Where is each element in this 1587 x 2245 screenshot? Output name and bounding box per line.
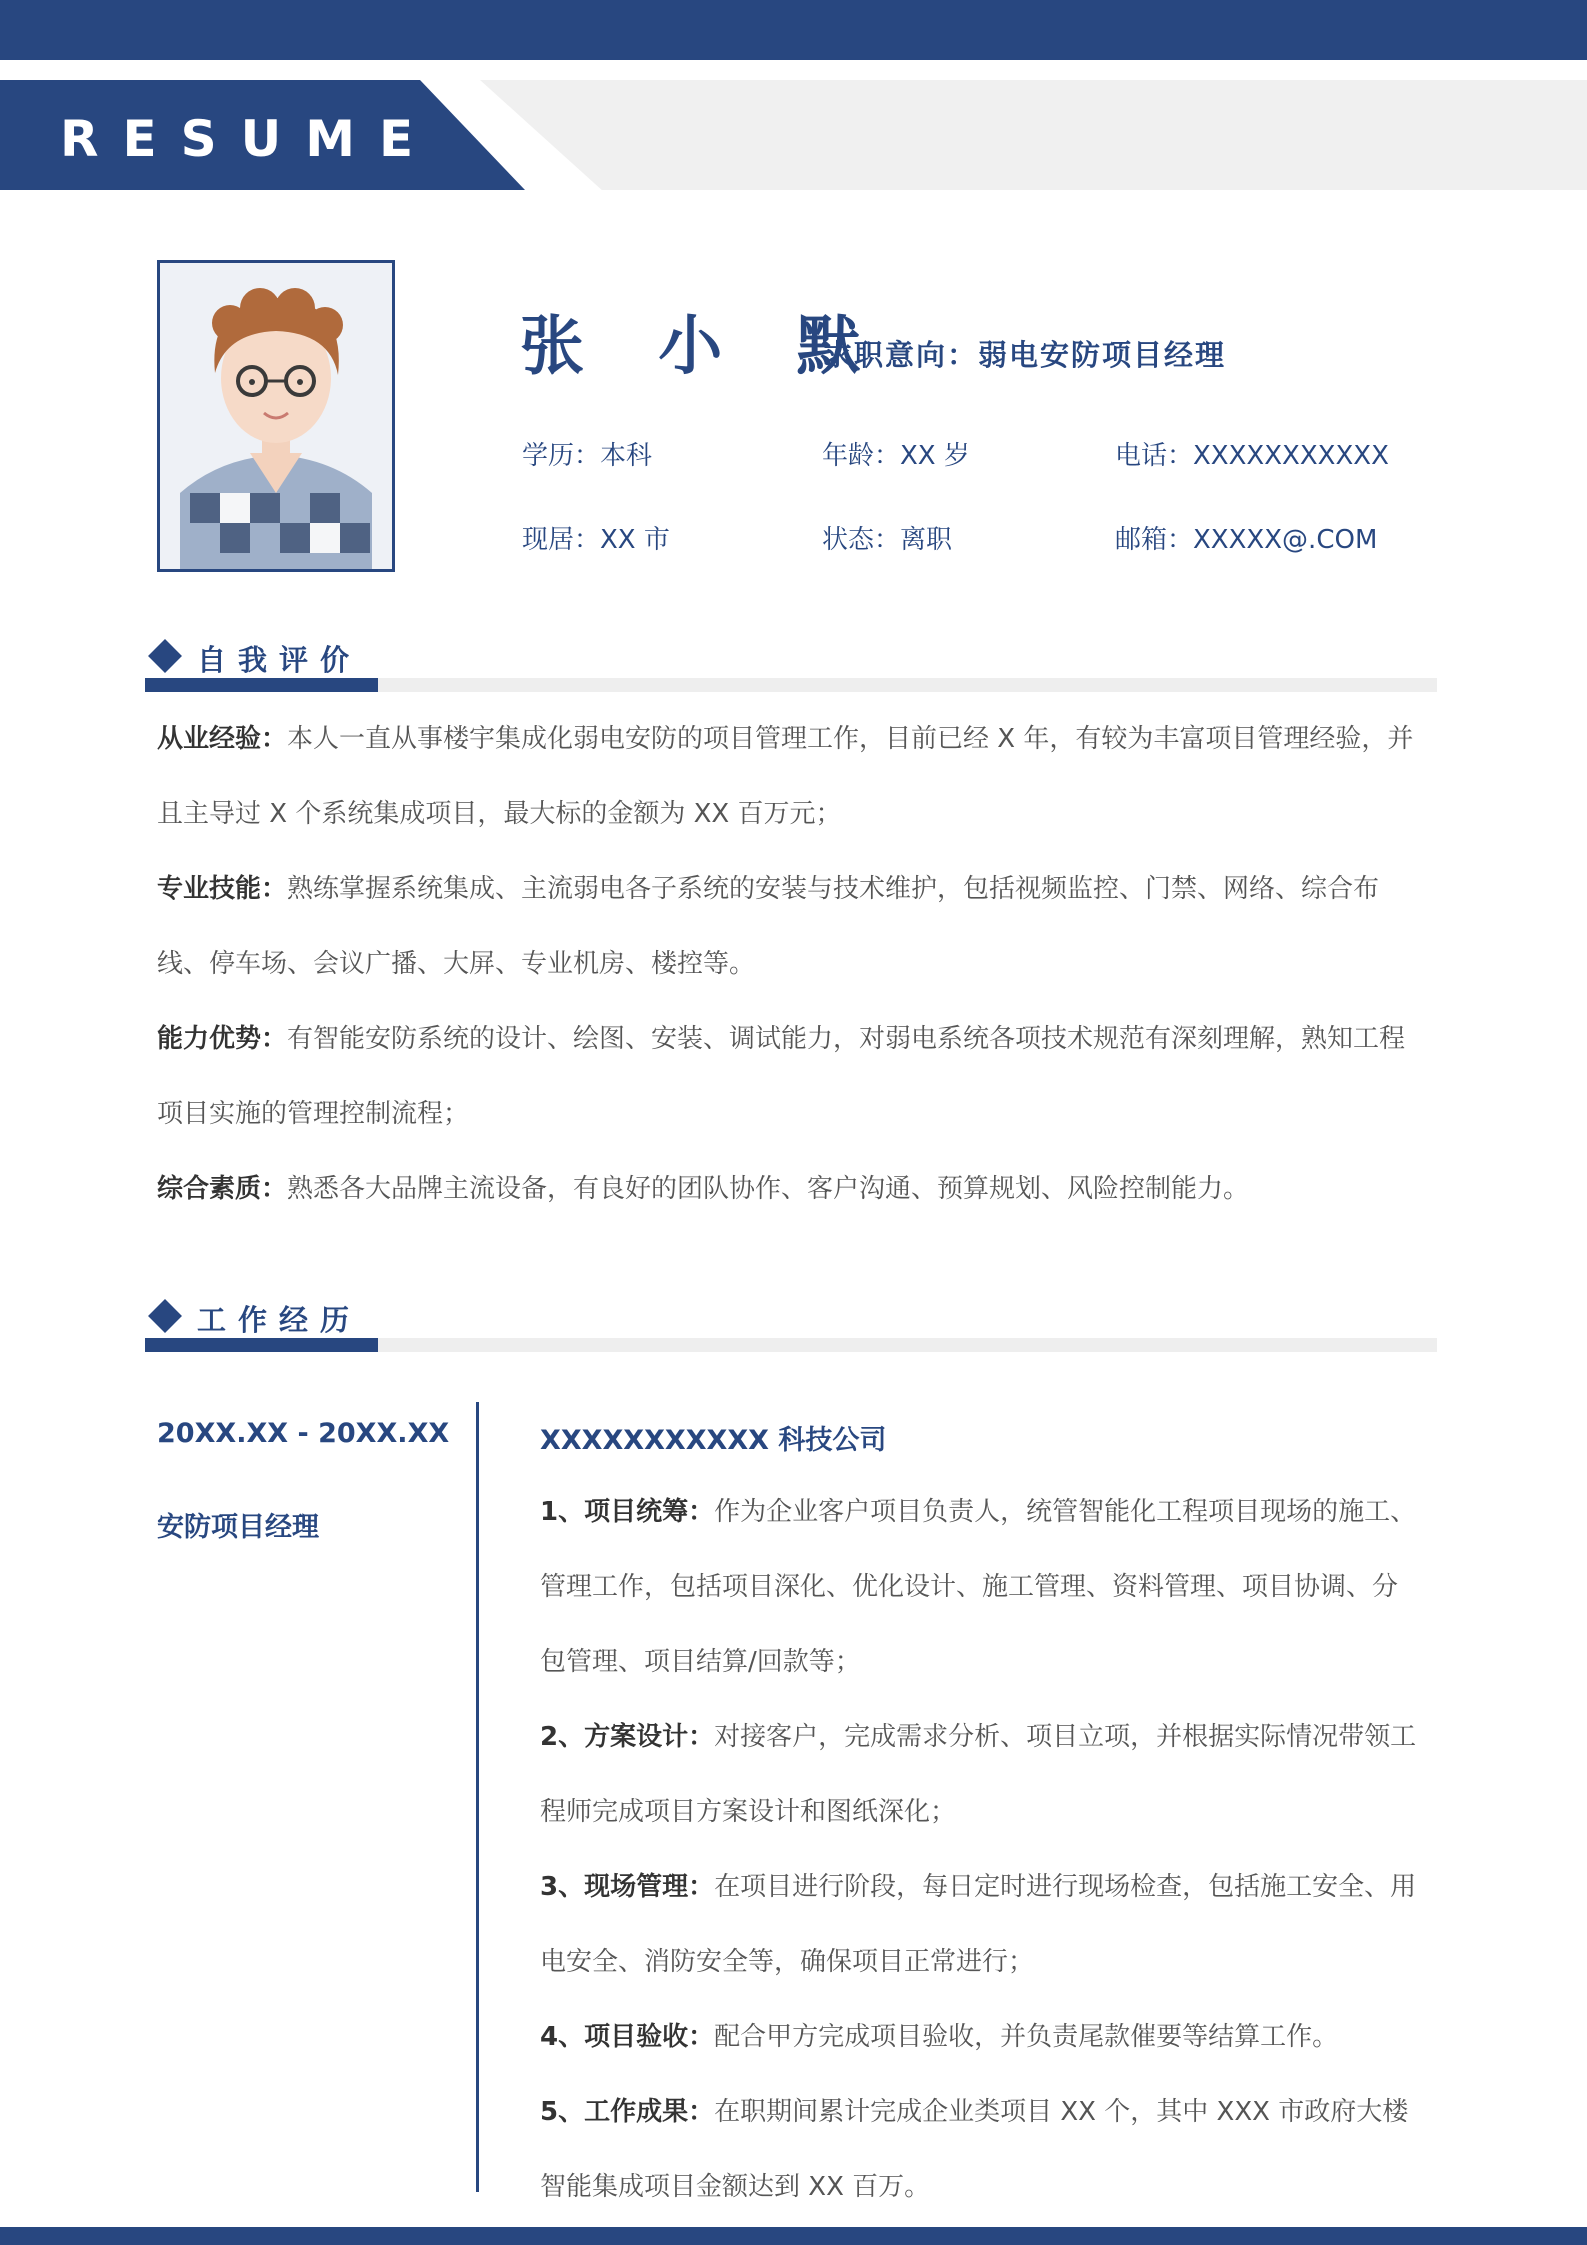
resume-banner-title: RESUME (60, 110, 438, 168)
phone-info: 电话：XXXXXXXXXXX (1115, 441, 1389, 471)
section-divider-accent (145, 1338, 378, 1352)
bottom-bar (0, 2227, 1587, 2245)
section-title: 工作经历 (197, 1303, 362, 1337)
top-bar (0, 0, 1587, 60)
self-eval-paragraph: 综合素质：熟悉各大品牌主流设备，有良好的团队协作、客户沟通、预算规划、风险控制能力。 (157, 1174, 1250, 1204)
self-eval-paragraph: 专业技能：熟练掌握系统集成、主流弱电各子系统的安装与技术维护，包括视频监控、门禁、网络、综合布线、停车场、会议广播、大屏、专业机房、楼控等。 (157, 874, 1380, 979)
email-info: 邮箱：XXXXX@.COM (1115, 525, 1378, 555)
profile-photo (157, 260, 395, 572)
job-intent: 求职意向：弱电安防项目经理 (823, 338, 1227, 372)
work-item: 3、现场管理：在项目进行阶段，每日定时进行现场检查，包括施工安全、用电安全、消防安全等，确保项目正常进行； (540, 1872, 1417, 1977)
company-name: XXXXXXXXXXX 科技公司 (540, 1425, 887, 1456)
avatar-illustration (160, 263, 392, 569)
residence-info: 现居：XX 市 (522, 525, 670, 555)
work-item: 1、项目统筹：作为企业客户项目负责人，统管智能化工程项目现场的施工、管理工作，包括项目深化、优化设计、施工管理、资料管理、项目协调、分包管理、项目结算/回款等； (540, 1497, 1417, 1677)
self-eval-paragraph: 能力优势：有智能安防系统的设计、绘图、安装、调试能力，对弱电系统各项技术规范有深刻理解，熟知工程项目实施的管理控制流程； (157, 1024, 1406, 1129)
status-info: 状态：离职 (822, 525, 953, 555)
banner-background (480, 80, 1587, 190)
work-period: 20XX.XX - 20XX.XX (157, 1418, 450, 1449)
diamond-icon (148, 639, 182, 673)
work-position: 安防项目经理 (157, 1512, 319, 1543)
section-title: 自我评价 (197, 643, 362, 677)
candidate-name: 张 小 默 (520, 310, 887, 384)
diamond-icon (148, 1299, 182, 1333)
timeline-divider (476, 1402, 479, 2192)
work-item: 2、方案设计：对接客户，完成需求分析、项目立项，并根据实际情况带领工程师完成项目方案设计和图纸深化； (540, 1722, 1417, 1827)
section-divider-accent (145, 678, 378, 692)
work-item: 4、项目验收：配合甲方完成项目验收，并负责尾款催要等结算工作。 (540, 2022, 1339, 2052)
work-item: 5、工作成果：在职期间累计完成企业类项目 XX 个，其中 XXX 市政府大楼智能集成项目金额达到 XX 百万。 (540, 2097, 1409, 2202)
self-eval-paragraph: 从业经验：本人一直从事楼宇集成化弱电安防的项目管理工作，目前已经 X 年，有较为丰富项目管理经验，并且主导过 X 个系统集成项目，最大标的金额为 XX 百万元； (157, 724, 1414, 829)
education-info: 学历：本科 (522, 441, 653, 471)
age-info: 年龄：XX 岁 (822, 441, 970, 471)
